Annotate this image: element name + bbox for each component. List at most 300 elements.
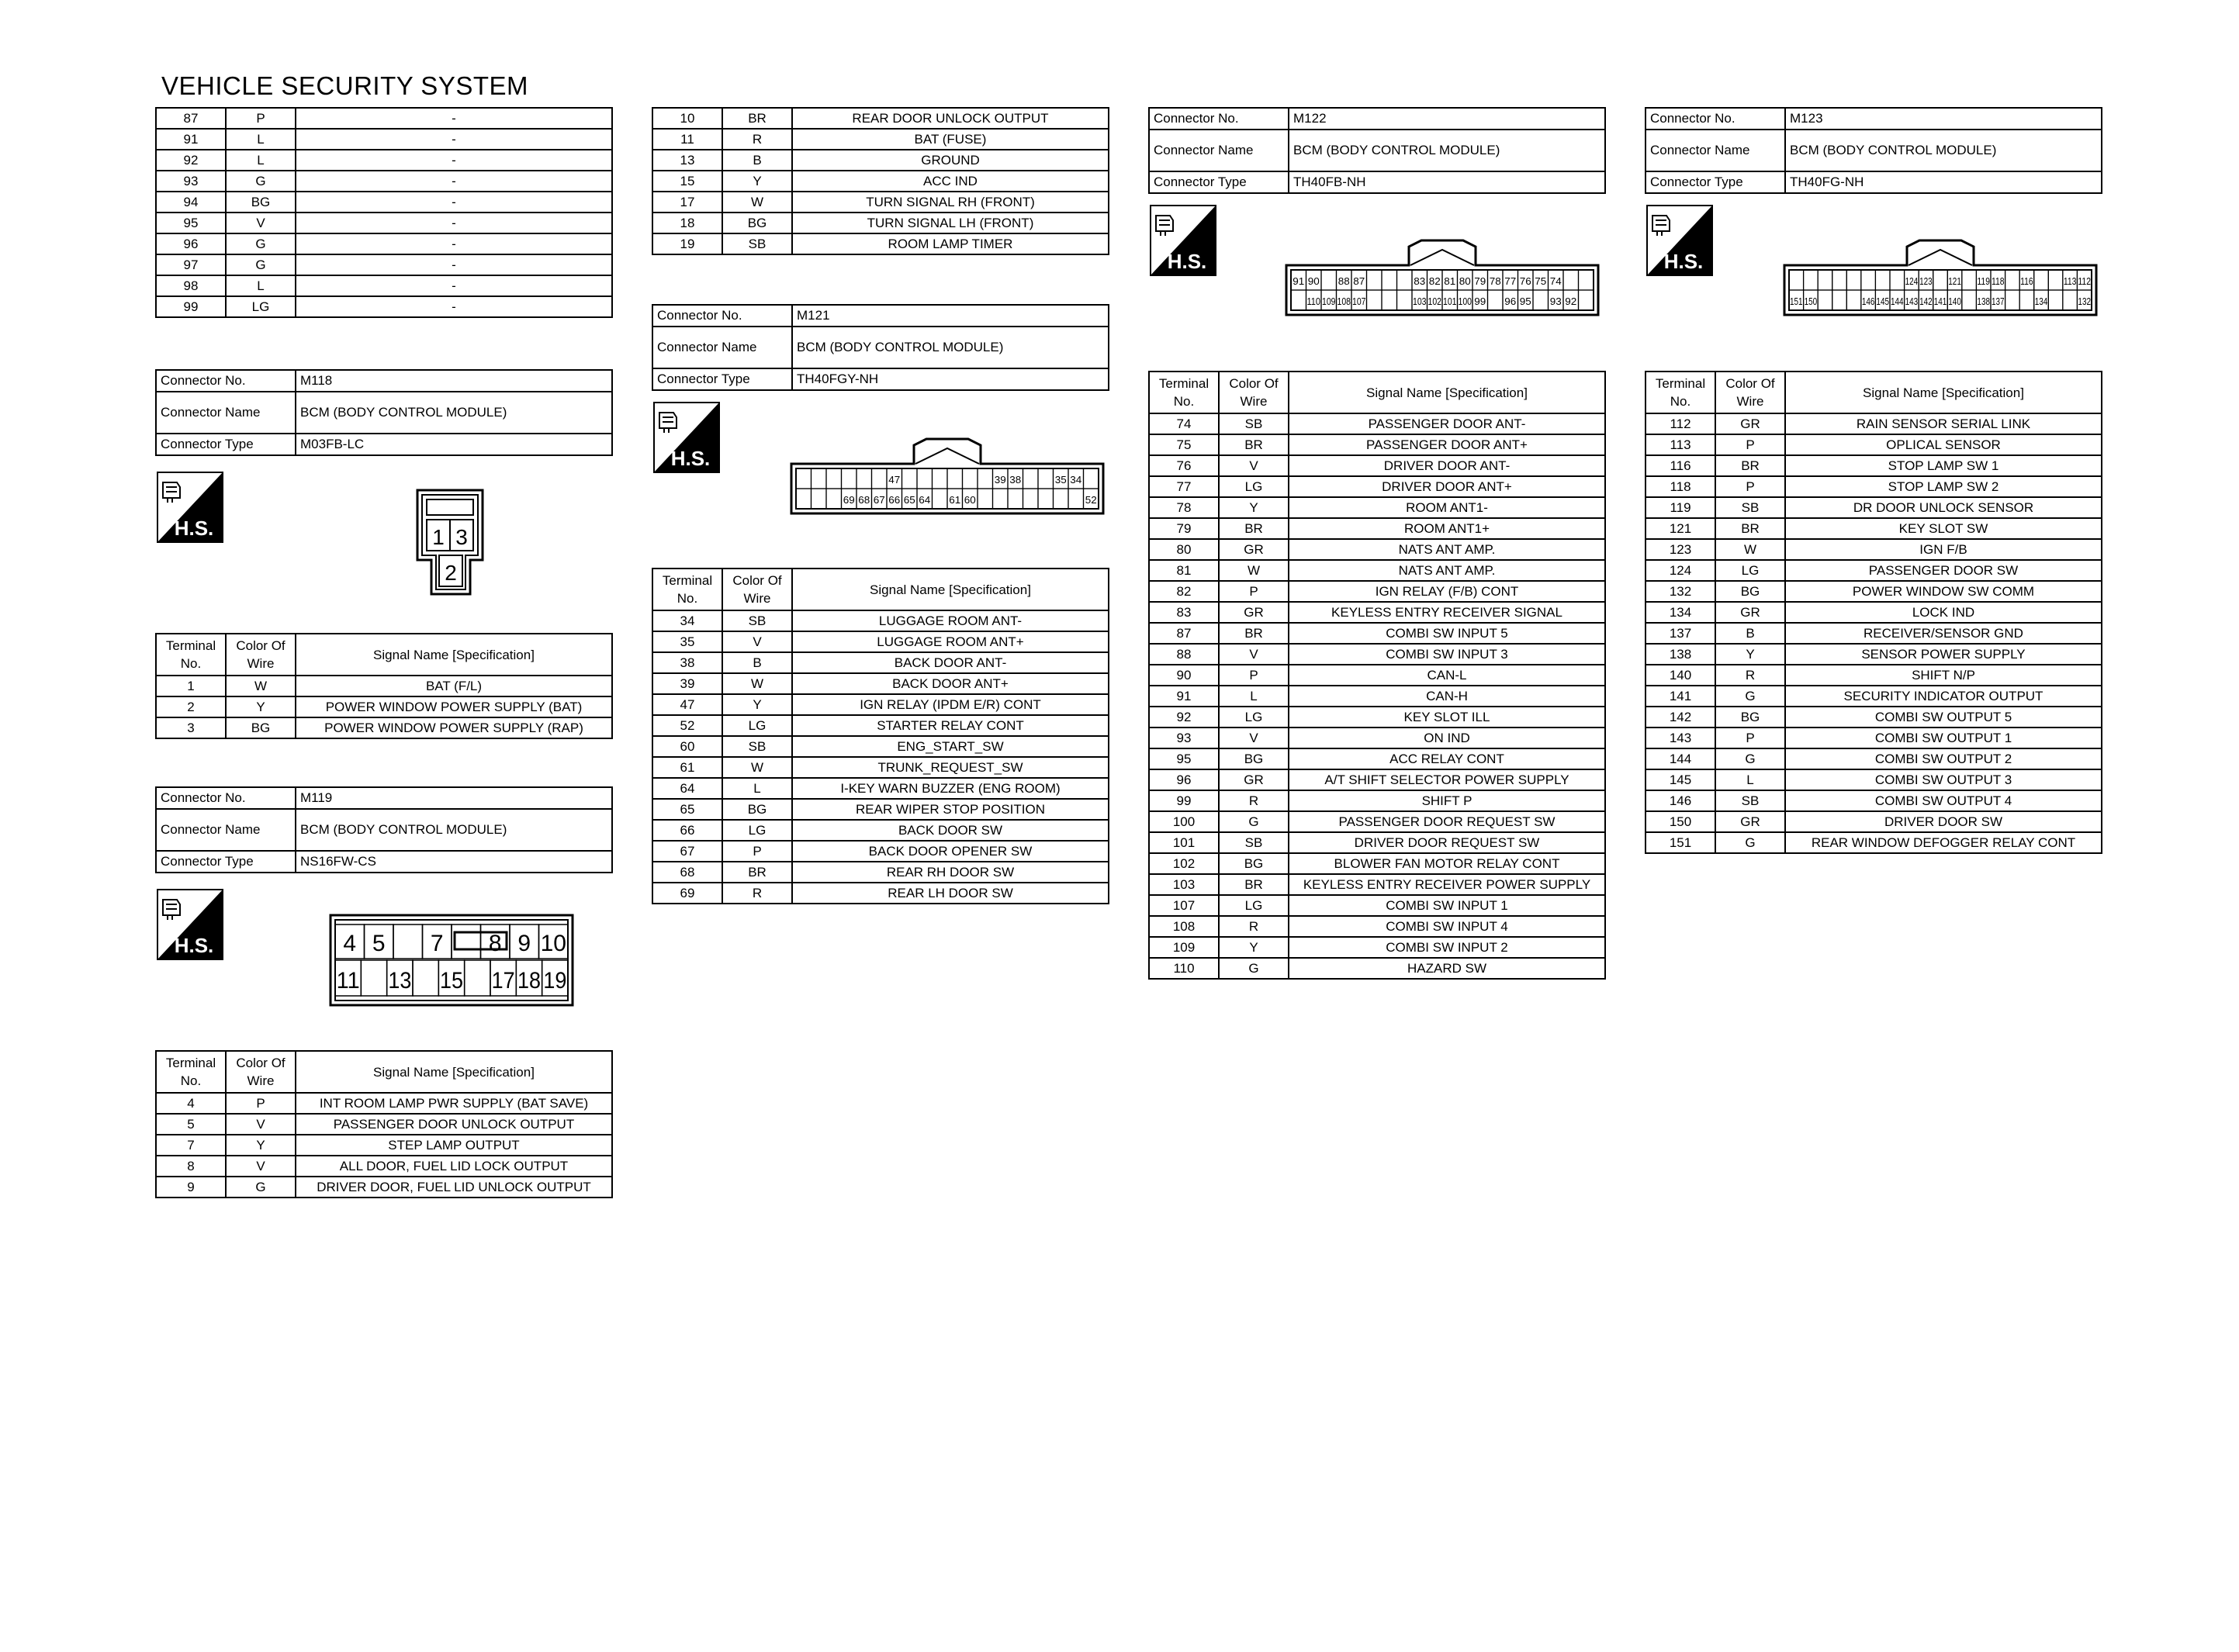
pin-label: 100 [1458,295,1472,307]
table-row [1646,539,2102,560]
signal-name-cell: CAN-H [1289,686,1605,707]
wire-color-cell: G [226,1177,296,1198]
pin-label: 113 [2063,275,2077,287]
terminal-no-cell: 15 [652,171,722,192]
table-row [652,799,1109,820]
table-row [652,652,1109,673]
table-row [652,736,1109,757]
table-row [1646,497,2102,518]
terminal-no-cell: 109 [1149,937,1219,958]
signal-name-cell: I-KEY WARN BUZZER (ENG ROOM) [792,778,1109,799]
connector-no-label: Connector No. [652,305,792,327]
pin-label: 34 [1070,474,1082,486]
pin-cell [1962,270,1977,290]
wire-color-cell: L [226,150,296,171]
wire-color-cell: BG [722,213,792,233]
signal-name-cell: - [296,129,612,150]
pin-label: 132 [2078,295,2091,307]
pin-label: 74 [1549,275,1562,287]
wire-color-cell: L [226,275,296,296]
terminal-no-cell: 100 [1149,811,1219,832]
pin-label: 99 [1474,295,1486,307]
terminal-no-cell: 91 [156,129,226,150]
terminal-no-cell: 68 [652,862,722,883]
table-row [1149,728,1605,748]
connector-face-m118 [416,489,486,597]
pin-cell [796,489,812,509]
signal-name-cell: COMBI SW OUTPUT 5 [1785,707,2102,728]
terminal-no-cell: 123 [1646,539,1715,560]
wire-color-cell: Y [722,171,792,192]
connector-face-m119 [329,914,574,1007]
wire-color-cell: Y [1219,497,1289,518]
wire-color-cell: V [226,213,296,233]
table-row [156,192,612,213]
terminal-no-cell: 110 [1149,958,1219,979]
terminal-no-cell: 88 [1149,644,1219,665]
pin-label: 141 [1933,295,1947,307]
signal-name-cell: BACK DOOR ANT- [792,652,1109,673]
wire-color-cell: Y [1219,937,1289,958]
signal-name-cell: COMBI SW OUTPUT 2 [1785,748,2102,769]
signal-name-cell: STOP LAMP SW 1 [1785,455,2102,476]
terminal-no-cell: 82 [1149,581,1219,602]
table-row [1149,602,1605,623]
table-row [1149,476,1605,497]
signal-name-cell: REAR RH DOOR SW [792,862,1109,883]
table-row [652,108,1109,129]
table-row [1646,623,2102,644]
wire-color-cell: P [1219,581,1289,602]
signal-name-cell: COMBI SW OUTPUT 1 [1785,728,2102,748]
hs-label: H.S. [1663,250,1704,273]
pin-label: 88 [1338,275,1350,287]
terminal-no-cell: 141 [1646,686,1715,707]
pin-cell [2048,290,2063,310]
signal-name-header: Signal Name [Specification] [296,634,612,676]
terminal-no-cell: 145 [1646,769,1715,790]
terminal-no-cell: 116 [1646,455,1715,476]
signal-name-cell: DRIVER DOOR ANT+ [1289,476,1605,497]
terminal-no-cell: 5 [156,1114,226,1135]
signal-name-cell: OPLICAL SENSOR [1785,434,2102,455]
wire-color-cell: P [1715,728,1785,748]
signal-name-cell: ACC IND [792,171,1109,192]
table-header-row [1646,372,2102,413]
table-row [156,1177,612,1198]
pin-label: 9 [517,931,531,956]
signal-name-cell: DRIVER DOOR REQUEST SW [1289,832,1605,853]
pin-label: 144 [1891,295,1904,307]
connector-type-value: TH40FB-NH [1289,171,1605,193]
connector-face-m123 [1783,239,2098,316]
signal-name-cell: RECEIVER/SENSOR GND [1785,623,2102,644]
terminal-no-cell: 132 [1646,581,1715,602]
hs-label: H.S. [1167,250,1207,273]
table-row [156,296,612,317]
pin-label: 142 [1919,295,1933,307]
pin-cell [812,468,827,489]
pin-cell [1008,489,1023,509]
pin-label: 66 [888,494,901,506]
wire-color-cell: BG [1715,707,1785,728]
pin-label: 118 [1992,275,2005,287]
connector-name-label: Connector Name [1646,130,1785,171]
terminal-no-cell: 17 [652,192,722,213]
terminal-no-cell: 113 [1646,434,1715,455]
wire-color-cell: GR [1715,413,1785,434]
wire-color-cell: P [1219,665,1289,686]
pin-label: 35 [1054,474,1067,486]
table-row [1149,895,1605,916]
table-header-row [1149,372,1605,413]
terminal-no-cell: 61 [652,757,722,778]
terminal-no-header: Terminal No. [1646,372,1715,413]
pin-label: 69 [843,494,855,506]
signal-name-cell: RAIN SENSOR SERIAL LINK [1785,413,2102,434]
table-row [1646,581,2102,602]
wire-color-cell: BR [1219,518,1289,539]
pin-cell [1023,489,1039,509]
terminal-no-cell: 93 [1149,728,1219,748]
wire-color-cell: BG [1219,748,1289,769]
signal-name-cell: STOP LAMP SW 2 [1785,476,2102,497]
signal-name-cell: COMBI SW INPUT 1 [1289,895,1605,916]
pin-label: 67 [873,494,885,506]
wire-color-cell: BR [1219,623,1289,644]
terminal-no-cell: 9 [156,1177,226,1198]
pin-label: 93 [1549,295,1562,307]
terminal-table-m119 [155,1050,613,1198]
signal-name-header: Signal Name [Specification] [1289,372,1605,413]
connector-no-value: M119 [296,787,612,809]
terminal-no-cell: 144 [1646,748,1715,769]
pin-label: 60 [964,494,976,506]
pin-cell [856,468,872,489]
terminal-no-cell: 98 [156,275,226,296]
signal-name-cell: - [296,254,612,275]
signal-name-cell: REAR LH DOOR SW [792,883,1109,904]
pin-cell [1038,489,1054,509]
hs-harness-side-icon [1646,205,1713,276]
pin-cell [1397,270,1413,290]
wire-color-cell: SB [722,736,792,757]
table-row [156,275,612,296]
table-row [652,213,1109,233]
table-row [156,717,612,738]
pin-cell [933,489,948,509]
pin-label: 146 [1861,295,1875,307]
connector-type-label: Connector Type [156,851,296,873]
connector-info-m122 [1148,107,1606,194]
terminal-no-header: Terminal No. [1149,372,1219,413]
wire-color-cell: R [1219,790,1289,811]
signal-name-cell: SENSOR POWER SUPPLY [1785,644,2102,665]
pin-cell [933,468,948,489]
terminal-no-cell: 52 [652,715,722,736]
wire-color-cell: LG [722,715,792,736]
pin-label: 4 [343,931,357,956]
pin-cell [947,468,963,489]
pin-cell [1397,290,1413,310]
signal-name-cell: - [296,192,612,213]
pin-cell [2005,270,2020,290]
pin-label: 90 [1307,275,1320,287]
signal-name-cell: POWER WINDOW POWER SUPPLY (RAP) [296,717,612,738]
table-row [1646,665,2102,686]
terminal-no-cell: 13 [652,150,722,171]
wire-color-cell: GR [1219,769,1289,790]
pin-cell [978,489,993,509]
terminal-no-cell: 99 [1149,790,1219,811]
table-row [156,1093,612,1114]
table-row [1149,581,1605,602]
terminal-no-cell: 60 [652,736,722,757]
signal-name-cell: NATS ANT AMP. [1289,539,1605,560]
table-row [1646,455,2102,476]
signal-name-cell: PASSENGER DOOR REQUEST SW [1289,811,1605,832]
pin-label: 15 [440,968,463,994]
terminal-no-cell: 69 [652,883,722,904]
pin-label: 77 [1504,275,1517,287]
wire-color-cell: G [1219,958,1289,979]
pin-cell [2048,270,2063,290]
pin-cell [826,489,842,509]
pin-cell [1488,290,1504,310]
terminal-no-cell: 87 [156,108,226,129]
terminal-table-m123 [1645,371,2102,854]
pin-label: 3 [455,525,468,549]
pin-cell [1533,290,1549,310]
signal-name-cell: STARTER RELAY CONT [792,715,1109,736]
wire-color-cell: V [1219,728,1289,748]
signal-name-cell: KEYLESS ENTRY RECEIVER SIGNAL [1289,602,1605,623]
wire-color-cell: B [1715,623,1785,644]
pin-cell [1890,270,1905,290]
connector-no-label: Connector No. [1646,108,1785,130]
terminal-no-cell: 65 [652,799,722,820]
terminal-no-cell: 81 [1149,560,1219,581]
table-row [156,254,612,275]
pin-label: 140 [1948,295,1961,307]
connector-face-m122 [1285,239,1600,316]
terminal-no-cell: 108 [1149,916,1219,937]
table-row [1149,811,1605,832]
terminal-no-cell: 3 [156,717,226,738]
pin-label: 116 [2020,275,2033,287]
table-row [1149,560,1605,581]
connector-type-label: Connector Type [652,368,792,390]
table-row [1149,790,1605,811]
wire-color-cell: P [226,108,296,129]
pin-label: 91 [1293,275,1305,287]
connector-no-value: M118 [296,370,612,392]
pin-label: 19 [543,968,567,994]
terminal-no-cell: 80 [1149,539,1219,560]
pin-label: 1 [432,525,445,549]
signal-name-header: Signal Name [Specification] [1785,372,2102,413]
pin-cell [1846,290,1861,310]
terminal-no-cell: 76 [1149,455,1219,476]
pin-label: 13 [388,968,412,994]
terminal-no-cell: 138 [1646,644,1715,665]
wire-color-cell: G [1715,832,1785,853]
pin-label: 143 [1905,295,1919,307]
table-row [1646,790,2102,811]
wire-color-cell: V [226,1156,296,1177]
pin-cell [902,468,918,489]
table-row [652,883,1109,904]
signal-name-cell: IGN F/B [1785,539,2102,560]
pin-cell [842,468,857,489]
signal-name-cell: ACC RELAY CONT [1289,748,1605,769]
signal-name-cell: PASSENGER DOOR SW [1785,560,2102,581]
wire-color-cell: GR [1219,602,1289,623]
connector-no-label: Connector No. [156,787,296,809]
pin-cell [1579,290,1594,310]
terminal-no-cell: 7 [156,1135,226,1156]
hs-label: H.S. [670,447,711,470]
pin-cell [1038,468,1054,489]
table-row [1149,623,1605,644]
wire-color-cell: Y [226,1135,296,1156]
wire-color-cell: BG [722,799,792,820]
wire-color-cell: BR [1219,434,1289,455]
pin-cell [1382,290,1397,310]
table-row [1646,769,2102,790]
terminal-table-continuation-a [155,107,613,318]
table-row [1149,413,1605,434]
wire-color-cell: P [226,1093,296,1114]
table-row [156,233,612,254]
wire-color-cell: W [1219,560,1289,581]
terminal-table-m121 [652,568,1109,904]
table-row [1646,476,2102,497]
wire-color-cell: BR [722,108,792,129]
signal-name-cell: TURN SIGNAL RH (FRONT) [792,192,1109,213]
table-row [1149,937,1605,958]
signal-name-cell: KEYLESS ENTRY RECEIVER POWER SUPPLY [1289,874,1605,895]
signal-name-cell: POWER WINDOW POWER SUPPLY (BAT) [296,696,612,717]
terminal-no-cell: 4 [156,1093,226,1114]
table-row [1149,853,1605,874]
terminal-no-cell: 103 [1149,874,1219,895]
wire-color-cell: W [1715,539,1785,560]
pin-cell [1818,290,1832,310]
connector-no-label: Connector No. [1149,108,1289,130]
signal-name-cell: LUGGAGE ROOM ANT- [792,610,1109,631]
pin-cell [465,960,490,996]
pin-cell [1846,270,1861,290]
hs-label: H.S. [174,517,214,540]
pin-cell [393,924,423,959]
pin-cell [1832,290,1847,310]
signal-name-cell: IGN RELAY (IPDM E/R) CONT [792,694,1109,715]
table-row [156,150,612,171]
wire-color-cell: G [226,233,296,254]
pin-label: 112 [2078,275,2091,287]
table-row [1646,644,2102,665]
terminal-no-cell: 146 [1646,790,1715,811]
pin-label: 109 [1322,295,1336,307]
terminal-no-cell: 91 [1149,686,1219,707]
pin-label: 64 [919,494,931,506]
terminal-no-cell: 118 [1646,476,1715,497]
pin-cell [1023,468,1039,489]
wire-color-cell: LG [1219,707,1289,728]
table-row [156,108,612,129]
table-row [1646,518,2102,539]
terminal-no-cell: 19 [652,233,722,254]
wire-color-cell: W [226,676,296,696]
connector-name-value: BCM (BODY CONTROL MODULE) [1289,130,1605,171]
table-row [1646,413,2102,434]
pin-cell [413,960,438,996]
pin-label: 52 [1085,494,1097,506]
terminal-no-cell: 95 [156,213,226,233]
terminal-no-cell: 92 [156,150,226,171]
wire-color-cell: BR [1715,518,1785,539]
terminal-no-cell: 2 [156,696,226,717]
pin-label: 39 [994,474,1006,486]
pin-label: 138 [1977,295,1990,307]
pin-label: 5 [372,931,386,956]
wire-color-cell: L [1219,686,1289,707]
signal-name-cell: LOCK IND [1785,602,2102,623]
wire-color-cell: V [1219,644,1289,665]
wire-color-cell: BG [1715,581,1785,602]
pin-cell [993,489,1009,509]
connector-no-label: Connector No. [156,370,296,392]
table-row [1149,874,1605,895]
pin-label: 108 [1337,295,1351,307]
table-row [1149,665,1605,686]
hs-harness-side-icon [157,889,223,960]
signal-name-cell: SHIFT N/P [1785,665,2102,686]
table-row [652,631,1109,652]
terminal-no-header: Terminal No. [652,569,722,610]
pin-label: 10 [540,931,566,956]
wire-color-cell: BR [1219,874,1289,895]
terminal-no-cell: 1 [156,676,226,696]
terminal-no-cell: 102 [1149,853,1219,874]
table-row [156,1156,612,1177]
color-of-wire-header: Color Of Wire [722,569,792,610]
connector-type-value: TH40FG-NH [1785,171,2102,193]
table-row [156,696,612,717]
signal-name-cell: BLOWER FAN MOTOR RELAY CONT [1289,853,1605,874]
connector-name-label: Connector Name [156,392,296,434]
signal-name-cell: COMBI SW INPUT 5 [1289,623,1605,644]
pin-cell [872,468,888,489]
table-row [1646,832,2102,853]
table-row [652,673,1109,694]
terminal-no-cell: 75 [1149,434,1219,455]
table-row [1149,686,1605,707]
pin-cell [1579,270,1594,290]
terminal-no-cell: 134 [1646,602,1715,623]
pin-cell [1789,270,1804,290]
signal-name-header: Signal Name [Specification] [792,569,1109,610]
pin-cell [2005,290,2020,310]
pin-label: 79 [1474,275,1486,287]
hs-harness-side-icon [157,472,223,543]
terminal-no-cell: 95 [1149,748,1219,769]
pin-label: 82 [1428,275,1441,287]
terminal-no-cell: 94 [156,192,226,213]
signal-name-cell: GROUND [792,150,1109,171]
pin-label: 68 [858,494,870,506]
